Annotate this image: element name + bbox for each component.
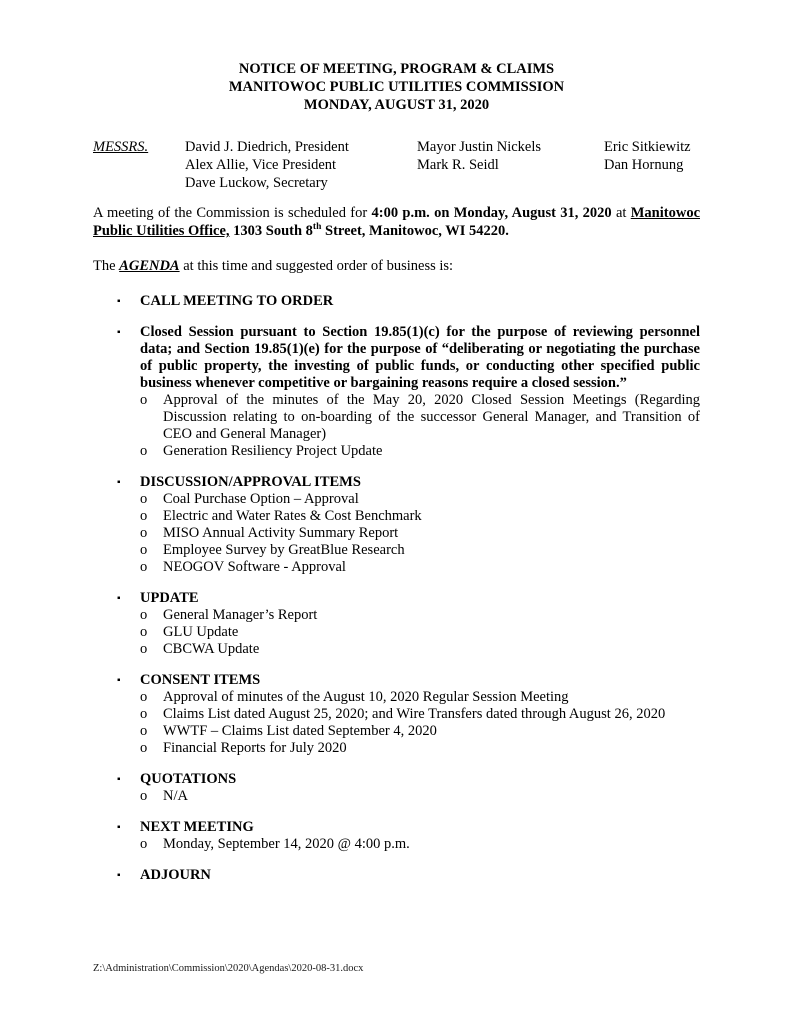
agenda-sub-item-text: Electric and Water Rates & Cost Benchmark xyxy=(163,508,422,524)
agenda-heading-row xyxy=(93,474,700,491)
meeting-notice-paragraph xyxy=(93,204,700,240)
square-bullet-icon: ▪ xyxy=(117,593,121,604)
agenda-sub-item xyxy=(93,508,700,525)
agenda-heading-row xyxy=(93,672,700,689)
agenda-sub-item xyxy=(93,641,700,658)
agenda-sub-item xyxy=(93,689,700,706)
circle-bullet-icon: o xyxy=(140,641,148,657)
agenda-sub-item-text: Approval of minutes of the August 10, 2020 Regular Session Meeting xyxy=(163,689,569,705)
agenda-sub-item xyxy=(93,723,700,740)
agenda-sub-item-text: Generation Resiliency Project Update xyxy=(163,443,383,459)
agenda-sub-item xyxy=(93,836,700,853)
agenda-sub-item-text: NEOGOV Software - Approval xyxy=(163,559,346,575)
paragraph-segment-bold: Street, Manitowoc, WI 54220. xyxy=(321,223,509,239)
agenda-sub-item-text: Employee Survey by GreatBlue Research xyxy=(163,542,405,558)
circle-bullet-icon: o xyxy=(140,392,148,408)
agenda-list xyxy=(93,293,700,884)
agenda-sub-item xyxy=(93,525,700,542)
agenda-sub-item-text: GLU Update xyxy=(163,624,239,640)
agenda-heading: CONSENT ITEMS xyxy=(140,672,261,688)
paragraph-segment: The xyxy=(93,258,120,274)
agenda-heading-row xyxy=(93,293,700,310)
agenda-heading-row xyxy=(93,867,700,884)
messrs-label: MESSRS. xyxy=(93,139,149,155)
messrs-name: David J. Diedrich, President xyxy=(185,139,349,155)
circle-bullet-icon: o xyxy=(140,836,148,852)
agenda-heading: CALL MEETING TO ORDER xyxy=(140,293,334,309)
agenda-heading-row xyxy=(93,819,700,836)
agenda-item-update xyxy=(93,590,700,658)
paragraph-segment-bold: 4:00 p.m. on Monday, August 31, 2020 xyxy=(371,205,612,221)
agenda-word-emphasis: AGENDA xyxy=(119,258,180,274)
paragraph-segment: at this time and suggested order of business is: xyxy=(179,258,454,274)
agenda-sub-item xyxy=(93,788,700,805)
agenda-item-next-meeting xyxy=(93,819,700,853)
circle-bullet-icon: o xyxy=(140,607,148,623)
agenda-heading: Closed Session pursuant to Section 19.85(1)(c) for the purpose of reviewing personnel data; and Section 19.85(1)(e) for the purpose of “deliberating or negotiating the purchase of public property, the investing of public funds, or conducting other specified public business whenever competitive or bargaining reasons require a closed session.” xyxy=(140,324,700,391)
messrs-name: Mayor Justin Nickels xyxy=(417,139,542,155)
agenda-sub-item xyxy=(93,559,700,576)
title-line-1: NOTICE OF MEETING, PROGRAM & CLAIMS xyxy=(238,61,555,77)
document-title-block xyxy=(93,60,700,114)
agenda-sub-item xyxy=(93,491,700,508)
messrs-column-3 xyxy=(604,138,700,192)
messrs-label-column xyxy=(93,138,185,192)
messrs-column-2 xyxy=(417,138,604,192)
circle-bullet-icon: o xyxy=(140,525,148,541)
agenda-item-quotations xyxy=(93,771,700,805)
circle-bullet-icon: o xyxy=(140,706,148,722)
circle-bullet-icon: o xyxy=(140,723,148,739)
agenda-heading-row xyxy=(93,771,700,788)
agenda-sub-item xyxy=(93,392,700,443)
agenda-item-discussion-approval xyxy=(93,474,700,576)
agenda-sub-item-text: General Manager’s Report xyxy=(163,607,318,623)
agenda-sub-item xyxy=(93,542,700,559)
agenda-heading-row xyxy=(93,590,700,607)
agenda-heading: ADJOURN xyxy=(140,867,211,883)
title-line-3: MONDAY, AUGUST 31, 2020 xyxy=(303,97,490,113)
agenda-item-consent xyxy=(93,672,700,757)
agenda-sub-item-text: WWTF – Claims List dated September 4, 2020 xyxy=(163,723,437,739)
agenda-intro-line xyxy=(93,257,700,275)
agenda-sub-item-text: Monday, September 14, 2020 @ 4:00 p.m. xyxy=(163,836,410,852)
square-bullet-icon: ▪ xyxy=(117,870,121,881)
agenda-sub-item xyxy=(93,607,700,624)
agenda-heading: UPDATE xyxy=(140,590,199,606)
agenda-sub-item-text: Coal Purchase Option – Approval xyxy=(163,491,359,507)
agenda-sub-item xyxy=(93,624,700,641)
messrs-name: Alex Allie, Vice President xyxy=(185,157,337,173)
circle-bullet-icon: o xyxy=(140,740,148,756)
agenda-sub-item-text: Financial Reports for July 2020 xyxy=(163,740,347,756)
agenda-heading: NEXT MEETING xyxy=(140,819,254,835)
circle-bullet-icon: o xyxy=(140,788,148,804)
agenda-sub-item-text: Approval of the minutes of the May 20, 2020 Closed Session Meetings (Regarding Discussion relating to on-boarding of the successor General Manager, and Transition of CEO and General Manager) xyxy=(163,392,700,442)
circle-bullet-icon: o xyxy=(140,508,148,524)
agenda-sub-item-text: Claims List dated August 25, 2020; and Wire Transfers dated through August 26, 2020 xyxy=(163,706,666,722)
agenda-item-adjourn xyxy=(93,867,700,884)
title-line-2: MANITOWOC PUBLIC UTILITIES COMMISSION xyxy=(228,79,565,95)
circle-bullet-icon: o xyxy=(140,491,148,507)
paragraph-segment-bold-underline: Manitowoc Public Utilities Office, xyxy=(93,205,700,239)
square-bullet-icon: ▪ xyxy=(117,774,121,785)
circle-bullet-icon: o xyxy=(140,542,148,558)
square-bullet-icon: ▪ xyxy=(117,477,121,488)
paragraph-segment: at xyxy=(611,205,631,221)
paragraph-segment-bold: 1303 South 8 xyxy=(229,223,313,239)
agenda-sub-item-text: MISO Annual Activity Summary Report xyxy=(163,525,399,541)
agenda-heading: DISCUSSION/APPROVAL ITEMS xyxy=(140,474,361,490)
circle-bullet-icon: o xyxy=(140,443,148,459)
messrs-name: Dave Luckow, Secretary xyxy=(185,175,328,191)
agenda-sub-item-text: N/A xyxy=(163,788,188,804)
square-bullet-icon: ▪ xyxy=(117,675,121,686)
agenda-item-call-to-order xyxy=(93,293,700,310)
messrs-column-1 xyxy=(185,138,417,192)
square-bullet-icon: ▪ xyxy=(117,296,121,307)
agenda-heading-row xyxy=(93,324,700,392)
square-bullet-icon: ▪ xyxy=(117,822,121,833)
footer-file-path: Z:\Administration\Commission\2020\Agendas\2020-08-31.docx xyxy=(93,963,364,974)
messrs-name: Eric Sitkiewitz xyxy=(604,139,691,155)
agenda-sub-item xyxy=(93,706,700,723)
square-bullet-icon: ▪ xyxy=(117,327,121,338)
paragraph-segment: A meeting of the Commission is scheduled for xyxy=(93,205,372,221)
agenda-heading: QUOTATIONS xyxy=(140,771,237,787)
messrs-block xyxy=(93,138,700,192)
agenda-sub-item-text: CBCWA Update xyxy=(163,641,260,657)
messrs-name: Mark R. Seidl xyxy=(417,157,499,173)
circle-bullet-icon: o xyxy=(140,559,148,575)
paragraph-segment-superscript: th xyxy=(312,222,322,233)
messrs-name: Dan Hornung xyxy=(604,157,684,173)
agenda-sub-item xyxy=(93,443,700,460)
circle-bullet-icon: o xyxy=(140,624,148,640)
agenda-item-closed-session xyxy=(93,324,700,460)
circle-bullet-icon: o xyxy=(140,689,148,705)
agenda-sub-item xyxy=(93,740,700,757)
